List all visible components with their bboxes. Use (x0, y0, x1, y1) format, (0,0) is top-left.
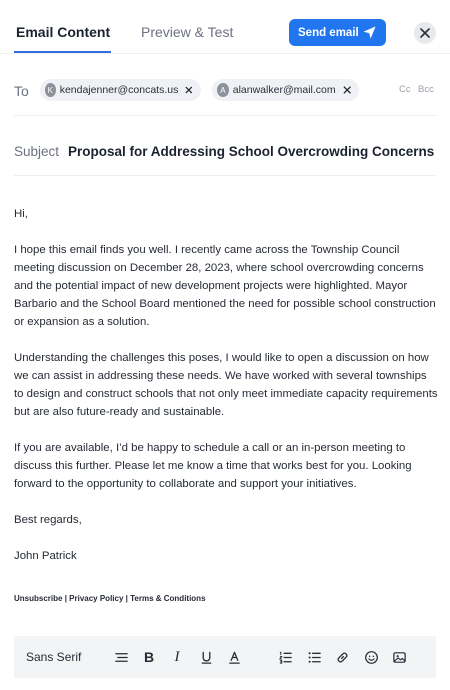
italic-icon: I (174, 648, 180, 665)
email-greeting[interactable]: Hi, (14, 208, 28, 220)
subject-divider (14, 175, 436, 176)
bullet-list-icon (307, 650, 322, 665)
bcc-toggle[interactable]: Bcc (418, 84, 434, 95)
send-plane-icon (362, 25, 377, 40)
remove-recipient-icon[interactable] (185, 85, 193, 95)
emoji-button[interactable] (362, 648, 380, 666)
recipients-divider (14, 115, 436, 116)
formatting-toolbar (14, 636, 436, 678)
email-closing[interactable]: Best regards, (14, 514, 82, 526)
recipient-chip[interactable] (40, 79, 201, 101)
avatar: A (217, 83, 229, 97)
avatar: K (45, 83, 56, 97)
ordered-list-icon (278, 650, 293, 665)
tab-email-content[interactable]: Email Content (16, 24, 111, 40)
cc-toggle[interactable]: Cc (399, 84, 411, 95)
recipients-row (0, 78, 450, 104)
bold-icon: B (143, 649, 155, 665)
to-label: To (14, 83, 29, 99)
recipient-email: alanwalker@mail.com (232, 84, 336, 96)
bold-button[interactable] (140, 648, 158, 666)
footer-links (14, 594, 206, 603)
recipient-email: kendajenner@concats.us (59, 84, 179, 96)
privacy-policy-link[interactable]: Privacy Policy (69, 594, 124, 603)
link-icon (335, 650, 350, 665)
text-color-icon (227, 650, 242, 665)
close-button[interactable] (414, 22, 436, 44)
terms-link[interactable]: Terms & Conditions (130, 594, 206, 603)
link-separator: | (123, 594, 131, 603)
close-icon (420, 28, 430, 38)
subject-field[interactable]: Proposal for Addressing School Overcrowding Concerns (68, 144, 435, 159)
email-paragraph[interactable]: If you are available, I’d be happy to schedule a call or an in-person meeting to discuss this further. Please let me know a time that works best for you. Looking forward to the opportunity to collaborate and support your initiatives. (14, 442, 412, 490)
link-button[interactable] (333, 648, 351, 666)
unsubscribe-link[interactable]: Unsubscribe (14, 594, 63, 603)
email-paragraph[interactable]: Understanding the challenges this poses, I would like to open a discussion on how we can assist in addressing these needs. We have worked with several townships to design and construct schools that not only meet immediate capacity requirements but are also future-ready and sustainable. (14, 352, 438, 418)
link-separator: | (62, 594, 70, 603)
send-email-label: Send email (298, 26, 359, 39)
underline-button[interactable] (197, 648, 215, 666)
editor-header (0, 0, 450, 54)
image-button[interactable] (390, 648, 408, 666)
email-paragraph[interactable]: I hope this email finds you well. I recently came across the Township Council meeting discussion on December 28, 2023, where school overcrowding concerns and the potential impact of new development projects were highlighted. Mayor Barbario and the School Board mentioned the need for possible school construction or expansion as a solution. (14, 244, 436, 328)
italic-button[interactable] (168, 648, 186, 666)
subject-label: Subject (14, 144, 60, 159)
email-signature[interactable]: John Patrick (14, 550, 77, 562)
tab-preview-test[interactable]: Preview & Test (141, 24, 234, 40)
header-divider (0, 53, 450, 54)
send-email-button[interactable] (289, 19, 386, 46)
remove-recipient-icon[interactable] (343, 85, 351, 95)
subject-row[interactable] (14, 143, 436, 161)
bullet-list-button[interactable] (305, 648, 323, 666)
image-icon (392, 650, 407, 665)
font-family-select[interactable]: Sans Serif (26, 650, 82, 664)
ordered-list-button[interactable] (276, 648, 294, 666)
align-button[interactable] (112, 648, 130, 666)
underline-icon (199, 650, 214, 665)
text-color-button[interactable] (225, 648, 243, 666)
emoji-icon (364, 650, 379, 665)
align-icon (114, 650, 129, 665)
recipient-chip[interactable] (212, 79, 359, 101)
